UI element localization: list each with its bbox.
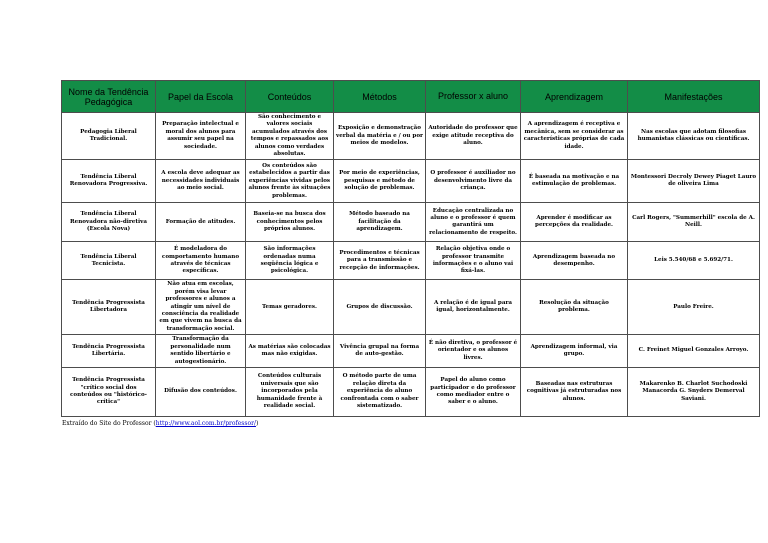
table-cell: C. Freinet Miguel Gonzales Arroyo. [628,335,760,368]
table-row [62,335,760,368]
table-cell: Montessori Decroly Dewey Piaget Lauro de oliveira Lima [628,160,760,203]
header-professor-aluno: Professor x aluno [426,81,521,113]
table-cell: A relação é de igual para igual, horizontalmente. [426,280,521,335]
table-cell: Pedagogia Liberal Tradicional. [62,113,156,160]
table-cell: Carl Rogers, "Summerhill" escola de A. Neill. [628,203,760,242]
table-cell: São conhecimento e valores sociais acumulados através dos tempos e repassados aos alunos como verdades absolutas. [246,113,334,160]
table-cell: Tendência Progressista "crítico social dos conteúdos ou "histórico-crítica" [62,367,156,416]
table-cell: Exposição e demonstração verbal da matéria e / ou por meios de modelos. [334,113,426,160]
table-cell: É não diretiva, o professor é orientador e os alunos livres. [426,335,521,368]
table-cell: Tendência Progressista Libertadora [62,280,156,335]
table-cell: Vivência grupal na forma de auto-gestão. [334,335,426,368]
table-cell: Procedimentos e técnicas para a transmissão e recepção de informações. [334,242,426,280]
table-cell: Os conteúdos são estabelecidos a partir das experiências vividas pelos alunos frente às situações problemas. [246,160,334,203]
footer-suffix: ) [255,420,259,427]
table-cell: Educação centralizada no aluno e o professor é quem garantirá um relacionamento de respeito. [426,203,521,242]
table-cell: Formação de atitudes. [156,203,246,242]
table-cell: Tendência Liberal Renovadora Progressiva. [62,160,156,203]
table-cell: Tendência Liberal Renovadora não-diretiva (Escola Nova) [62,203,156,242]
table-header-row [62,81,760,113]
table-cell: Leis 5.540/68 e 5.692/71. [628,242,760,280]
table-row [62,367,760,416]
table-cell: Conteúdos culturais universais que são incorporados pela humanidade frente à realidade social. [246,367,334,416]
pedagogical-trends-table [61,80,760,417]
table-cell: Por meio de experiências, pesquisas e método de solução de problemas. [334,160,426,203]
table-cell: Papel do aluno como participador e do professor como mediador entre o saber e o aluno. [426,367,521,416]
table-cell: Aprendizagem baseada no desempenho. [521,242,628,280]
table-cell: Baseia-se na busca dos conhecimentos pelos próprios alunos. [246,203,334,242]
table-cell: Makarenko B. Charlot Suchodoski Manacorda G. Snyders Demerval Saviani. [628,367,760,416]
table-cell: Resolução da situação problema. [521,280,628,335]
table-cell: Aprender é modificar as percepções da realidade. [521,203,628,242]
table-cell: Transformação da personalidade num sentido libertário e autogestionário. [156,335,246,368]
header-conteudos: Conteúdos [246,81,334,113]
table-cell: Não atua em escolas, porém visa levar professores e alunos a atingir um nível de consciência da realidade em que vivem na busca da transformação social. [156,280,246,335]
table-cell: Tendência Liberal Tecnicista. [62,242,156,280]
table-cell: Tendência Progressista Libertária. [62,335,156,368]
table-cell: Nas escolas que adotam filosofias humanistas clássicas ou científicas. [628,113,760,160]
table-cell: A aprendizagem é receptiva e mecânica, sem se considerar as características próprias de cada idade. [521,113,628,160]
table-cell: Grupos de discussão. [334,280,426,335]
table-cell: Autoridade do professor que exige atitude receptiva do aluno. [426,113,521,160]
table-cell: O professor é auxiliador no desenvolvimento livre da criança. [426,160,521,203]
table-cell: Baseadas nas estruturas cognitivas já estruturadas nos alunos. [521,367,628,416]
header-metodos: Métodos [334,81,426,113]
table-cell: Temas geradores. [246,280,334,335]
table-cell: São informações ordenadas numa seqüência lógica e psicológica. [246,242,334,280]
footer-prefix: Extraído do Site do Professor ( [62,420,156,427]
table-row [62,242,760,280]
header-papel-escola: Papel da Escola [156,81,246,113]
table-row [62,203,760,242]
table-cell: A escola deve adequar as necessidades individuais ao meio social. [156,160,246,203]
header-tendencia: Nome da Tendência Pedagógica [62,81,156,113]
table-cell: Relação objetiva onde o professor transmite informações e o aluno vai fixá-las. [426,242,521,280]
table-cell: Método baseado na facilitação da aprendizagem. [334,203,426,242]
table-cell: Preparação intelectual e moral dos alunos para assumir seu papel na sociedade. [156,113,246,160]
table-cell: Aprendizagem informal, via grupo. [521,335,628,368]
table-cell: As matérias são colocadas mas não exigidas. [246,335,334,368]
table-cell: O método parte de uma relação direta da experiência do aluno confrontada com o saber sistematizado. [334,367,426,416]
source-link[interactable]: http://www.aol.com.br/professor/ [155,420,256,427]
source-footer [62,420,258,427]
table-cell: É baseada na motivação e na estimulação de problemas. [521,160,628,203]
table-row [62,113,760,160]
header-aprendizagem: Aprendizagem [521,81,628,113]
header-manifestacoes: Manifestações [628,81,760,113]
table-cell: É modeladora do comportamento humano através de técnicas específicas. [156,242,246,280]
table-row [62,280,760,335]
table-cell: Difusão dos conteúdos. [156,367,246,416]
table-row [62,160,760,203]
table-cell: Paulo Freire. [628,280,760,335]
